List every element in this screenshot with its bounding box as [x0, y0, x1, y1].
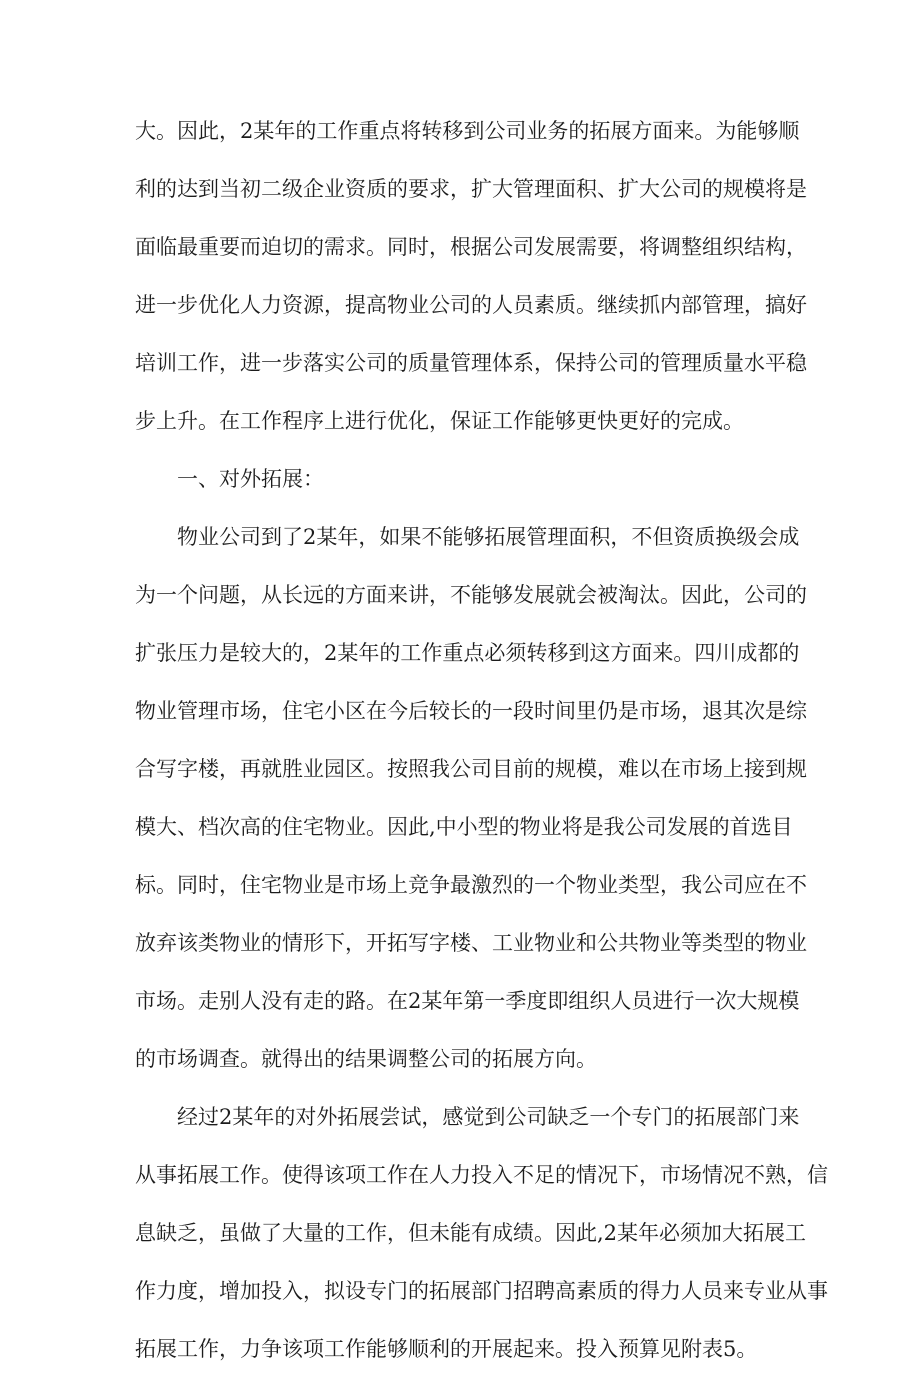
paragraph-line: 模大、档次高的住宅物业。因此,中小型的物业将是我公司发展的首选目	[135, 815, 793, 839]
paragraph-line: 作力度，增加投入，拟设专门的拓展部门招聘高素质的得力人员来专业从事	[135, 1279, 828, 1303]
paragraph-line: 步上升。在工作程序上进行优化，保证工作能够更快更好的完成。	[135, 409, 744, 433]
paragraph-line: 从事拓展工作。使得该项工作在人力投入不足的情况下，市场情况不熟，信	[135, 1163, 828, 1187]
paragraph-line: 培训工作，进一步落实公司的质量管理体系，保持公司的管理质量水平稳	[135, 351, 807, 375]
paragraph-line: 息缺乏，虽做了大量的工作，但未能有成绩。因此,2某年必须加大拓展工	[135, 1221, 807, 1245]
paragraph-line: 大。因此，2某年的工作重点将转移到公司业务的拓展方面来。为能够顺	[135, 119, 800, 143]
paragraph-line: 放弃该类物业的情形下，开拓写字楼、工业物业和公共物业等类型的物业	[135, 931, 807, 955]
paragraph-line: 物业公司到了2某年，如果不能够拓展管理面积，不但资质换级会成	[177, 525, 800, 549]
paragraph-line: 经过2某年的对外拓展尝试，感觉到公司缺乏一个专门的拓展部门来	[177, 1105, 800, 1129]
section-heading: 一、对外拓展：	[177, 467, 324, 491]
paragraph-line: 进一步优化人力资源，提高物业公司的人员素质。继续抓内部管理，搞好	[135, 293, 807, 317]
paragraph-line: 的市场调查。就得出的结果调整公司的拓展方向。	[135, 1047, 597, 1071]
paragraph-line: 利的达到当初二级企业资质的要求，扩大管理面积、扩大公司的规模将是	[135, 177, 807, 201]
paragraph-line: 面临最重要而迫切的需求。同时，根据公司发展需要，将调整组织结构，	[135, 235, 807, 259]
paragraph-line: 拓展工作，力争该项工作能够顺利的开展起来。投入预算见附表5。	[135, 1337, 758, 1361]
paragraph-line: 合写字楼，再就胜业园区。按照我公司目前的规模，难以在市场上接到规	[135, 757, 807, 781]
paragraph-line: 市场。走别人没有走的路。在2某年第一季度即组织人员进行一次大规模	[135, 989, 800, 1013]
paragraph-line: 为一个问题，从长远的方面来讲，不能够发展就会被淘汰。因此，公司的	[135, 583, 807, 607]
paragraph-line: 物业管理市场，住宅小区在今后较长的一段时间里仍是市场，退其次是综	[135, 699, 807, 723]
paragraph-line: 扩张压力是较大的，2某年的工作重点必须转移到这方面来。四川成都的	[135, 641, 800, 665]
document-body	[135, 116, 828, 1392]
paragraph-line: 标。同时，住宅物业是市场上竞争最激烈的一个物业类型，我公司应在不	[135, 873, 807, 897]
